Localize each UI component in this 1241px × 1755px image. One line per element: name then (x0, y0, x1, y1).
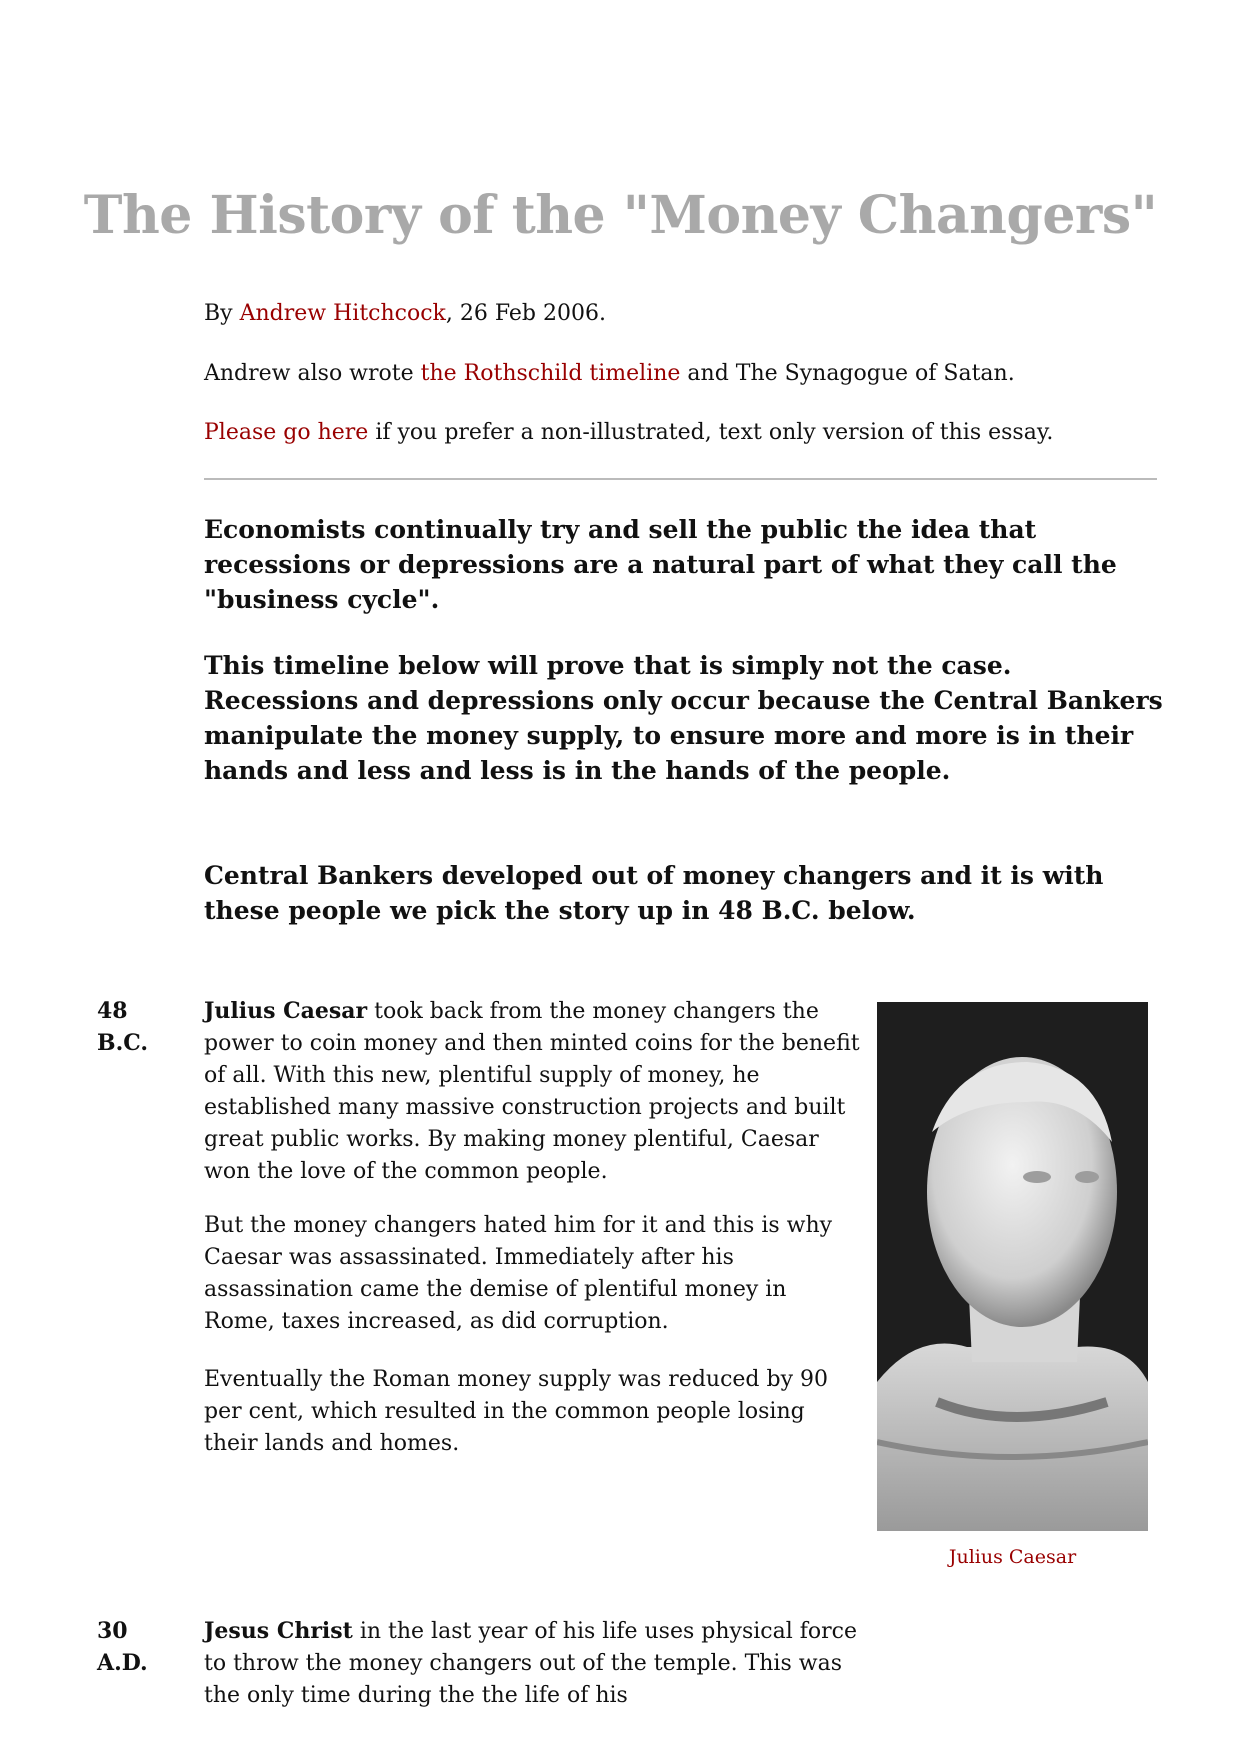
image-caption: Julius Caesar (948, 1546, 1077, 1568)
byline-prefix: By (204, 301, 240, 326)
entry-paragraph: But the money changers hated him for it and this is why Caesar was assassinated. Immediately after his assassination came the demise of plentiful money in Rome, taxes increased, as did corruption. (204, 1213, 833, 1334)
lead-paragraph-3: Central Bankers developed out of money changers and it is with these people we pick the story up in 48 B.C. below. (204, 861, 1104, 925)
entry-paragraph (204, 1615, 864, 1712)
entry-name: Julius Caesar (204, 998, 368, 1024)
text-only-note (204, 417, 1164, 449)
text-only-link[interactable]: Please go here (204, 420, 369, 445)
byline-date: , 26 Feb 2006. (445, 301, 606, 326)
also-wrote (204, 358, 1164, 390)
entry-year (97, 1615, 187, 1679)
text-only-suffix: if you prefer a non-illustrated, text only version of this essay. (368, 420, 1054, 445)
lead-paragraph-2: This timeline below will prove that is simply not the case. Recessions and depressions only occur because the Central Bankers manipulate the money supply, to ensure more and more is in their hands and less and less is in the hands of the people. (204, 651, 1163, 785)
entry-paragraph: Eventually the Roman money supply was reduced by 90 per cent, which resulted in the common people losing their lands and homes. (204, 1367, 829, 1456)
entry-text: in the last year of his life uses physical force to throw the money changers out of the temple. This was the only time during the the life of his (204, 1619, 857, 1708)
entry-text: took back from the money changers the power to coin money and then minted coins for the benefit of all. With this new, plentiful supply of money, he established many massive construction projects and built great public works. By making money plentiful, Caesar won the love of the common people. (204, 999, 860, 1184)
rothschild-timeline-link[interactable]: the Rothschild timeline (420, 361, 681, 386)
also-wrote-suffix: and The Synagogue of Satan. (680, 361, 1015, 386)
lead-paragraph-1: Economists continually try and sell the public the idea that recessions or depressions are a natural part of what they call the "business cycle". (204, 515, 1117, 614)
julius-caesar-bust-image (877, 1002, 1148, 1531)
divider (204, 478, 1157, 480)
entry-paragraph (204, 995, 864, 1188)
year-era: A.D. (97, 1650, 148, 1676)
byline (204, 298, 1164, 330)
entry-year (97, 995, 187, 1059)
page-title: The History of the "Money Changers" (83, 185, 1158, 246)
year-number: 30 (97, 1618, 128, 1644)
year-era: B.C. (97, 1030, 149, 1056)
year-number: 48 (97, 998, 128, 1024)
entry-name: Jesus Christ (204, 1618, 353, 1644)
author-link[interactable]: Andrew Hitchcock (239, 301, 446, 326)
also-wrote-prefix: Andrew also wrote (204, 361, 421, 386)
